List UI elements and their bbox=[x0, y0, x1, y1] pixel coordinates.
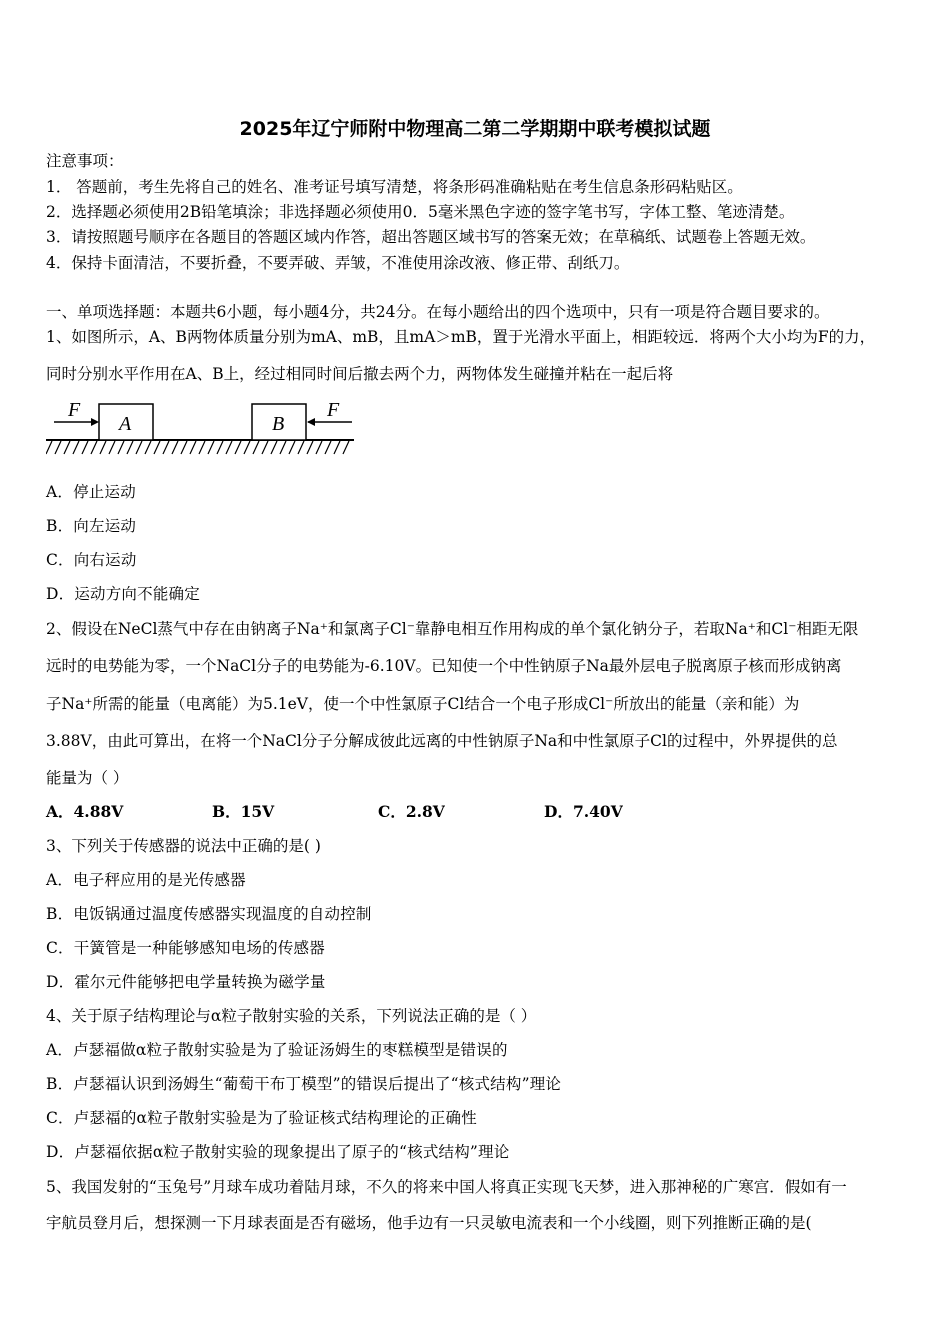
q2-stem-line: 3.88V，由此可算出，在将一个NaCl分子分解成彼此远离的中性钠原子Na和中性氯原子Cl的过程中，外界提供的总 bbox=[46, 732, 838, 750]
q2-option[interactable]: D．7.40V bbox=[544, 802, 623, 821]
q5-stem-line: 宇航员登月后，想探测一下月球表面是否有磁场，他手边有一只灵敏电流表和一个小线圈，则下列推断正确的是( bbox=[46, 1214, 812, 1232]
ground-hatch-line bbox=[82, 441, 88, 454]
q5-stem-line: 5、我国发射的“玉兔号”月球车成功着陆月球，不久的将来中国人将真正实现飞天梦，进入那神秘的广寒宫．假如有一 bbox=[46, 1178, 847, 1196]
block-a-label: A bbox=[119, 413, 132, 435]
q4-stem: 4、关于原子结构理论与α粒子散射实验的关系，下列说法正确的是（ ） bbox=[46, 1007, 537, 1025]
q4-option[interactable]: D．卢瑟福依据α粒子散射实验的现象提出了原子的“核式结构”理论 bbox=[46, 1143, 510, 1161]
ground-hatch-line bbox=[73, 441, 79, 454]
q2-stem-line: 能量为（ ） bbox=[46, 769, 129, 787]
ground-hatch-line bbox=[181, 441, 187, 454]
q2-option[interactable]: B．15V bbox=[212, 802, 275, 821]
q1-option[interactable]: C．向右运动 bbox=[46, 551, 137, 569]
ground-hatch-line bbox=[235, 441, 241, 454]
note-item: 4．保持卡面清洁，不要折叠，不要弄破、弄皱，不准使用涂改液、修正带、刮纸刀。 bbox=[46, 254, 630, 272]
q2-stem-line: 2、假设在NeCl蒸气中存在由钠离子Na⁺和氯离子Cl⁻靠静电相互作用构成的单个氯化钠分子，若取Na⁺和Cl⁻相距无限 bbox=[46, 620, 859, 638]
note-item: 3．请按照题号顺序在各题目的答题区域内作答，超出答题区域书写的答案无效；在草稿纸、试题卷上答题无效。 bbox=[46, 228, 816, 246]
q4-option[interactable]: A．卢瑟福做α粒子散射实验是为了验证汤姆生的枣糕模型是错误的 bbox=[46, 1041, 508, 1059]
q1-stem-line: 同时分别水平作用在A、B上，经过相同时间后撤去两个力，两物体发生碰撞并粘在一起后将 bbox=[46, 365, 674, 383]
ground-hatch-line bbox=[154, 441, 160, 454]
ground-hatch-line bbox=[280, 441, 286, 454]
q4-option[interactable]: C．卢瑟福的α粒子散射实验是为了验证核式结构理论的正确性 bbox=[46, 1109, 477, 1127]
ground-hatch-line bbox=[253, 441, 259, 454]
ground-hatch-line bbox=[226, 441, 232, 454]
ground-hatch-line bbox=[91, 441, 97, 454]
force-label: F bbox=[68, 399, 81, 421]
q1-stem-line: 1、如图所示，A、B两物体质量分别为mA、mB，且mA＞mB，置于光滑水平面上，相距较远．将两个大小均为F的力， bbox=[46, 328, 876, 346]
ground-hatch-line bbox=[325, 441, 331, 454]
ground-hatch-line bbox=[316, 441, 322, 454]
q3-option[interactable]: B．电饭锅通过温度传感器实现温度的自动控制 bbox=[46, 905, 372, 923]
q4-option[interactable]: B．卢瑟福认识到汤姆生“葡萄干布丁模型”的错误后提出了“核式结构”理论 bbox=[46, 1075, 562, 1093]
ground-hatch-line bbox=[145, 441, 151, 454]
section-heading: 一、单项选择题：本题共6小题，每小题4分，共24分。在每小题给出的四个选项中，只有一项是符合题目要求的。 bbox=[46, 303, 830, 321]
ground-hatch-line bbox=[307, 441, 313, 454]
ground-hatch-line bbox=[100, 441, 106, 454]
ground-hatch-line bbox=[64, 441, 70, 454]
note-item: 1． 答题前，考生先将自己的姓名、准考证号填写清楚，将条形码准确粘贴在考生信息条形码粘贴区。 bbox=[46, 178, 743, 196]
q2-stem-line: 子Na⁺所需的能量（电离能）为5.1eV，使一个中性氯原子Cl结合一个电子形成Cl⁻所放出的能量（亲和能）为 bbox=[46, 695, 800, 713]
ground-hatch-line bbox=[334, 441, 340, 454]
ground-hatch-line bbox=[46, 441, 52, 454]
q2-option[interactable]: C．2.8V bbox=[378, 802, 445, 821]
notes-heading: 注意事项： bbox=[46, 152, 124, 170]
q1-option[interactable]: A．停止运动 bbox=[46, 483, 136, 501]
ground-hatch-line bbox=[289, 441, 295, 454]
ground-hatch-line bbox=[298, 441, 304, 454]
q1-option[interactable]: B．向左运动 bbox=[46, 517, 137, 535]
q1-figure-blocks bbox=[46, 396, 356, 458]
ground-hatch-line bbox=[244, 441, 250, 454]
block-b-label: B bbox=[272, 413, 285, 435]
ground-hatch-line bbox=[208, 441, 214, 454]
ground-hatch-line bbox=[190, 441, 196, 454]
q3-option[interactable]: D．霍尔元件能够把电学量转换为磁学量 bbox=[46, 973, 326, 991]
ground-hatch-line bbox=[271, 441, 277, 454]
ground-hatch-line bbox=[163, 441, 169, 454]
q2-options bbox=[46, 802, 710, 822]
ground-hatch-line bbox=[127, 441, 133, 454]
note-item: 2．选择题必须使用2B铅笔填涂；非选择题必须使用0．5毫米黑色字迹的签字笔书写，字体工整、笔迹清楚。 bbox=[46, 203, 795, 221]
ground-hatch-line bbox=[199, 441, 205, 454]
q3-option[interactable]: C．干簧管是一种能够感知电场的传感器 bbox=[46, 939, 325, 957]
ground-hatch-line bbox=[343, 441, 349, 454]
ground-hatch-line bbox=[118, 441, 124, 454]
q2-option[interactable]: A．4.88V bbox=[46, 802, 124, 821]
q1-option[interactable]: D．运动方向不能确定 bbox=[46, 585, 200, 603]
force-label: F bbox=[327, 399, 340, 421]
ground-hatch-line bbox=[262, 441, 268, 454]
q3-stem: 3、下列关于传感器的说法中正确的是( ) bbox=[46, 837, 321, 855]
q3-option[interactable]: A．电子秤应用的是光传感器 bbox=[46, 871, 246, 889]
ground-hatch-line bbox=[172, 441, 178, 454]
ground-hatch-line bbox=[217, 441, 223, 454]
ground-hatch-line bbox=[136, 441, 142, 454]
q2-stem-line: 远时的电势能为零，一个NaCl分子的电势能为-6.10V。已知使一个中性钠原子Na最外层电子脱离原子核而形成钠离 bbox=[46, 657, 842, 675]
ground-hatch-line bbox=[55, 441, 61, 454]
page-title: 2025年辽宁师附中物理高二第二学期期中联考模拟试题 bbox=[239, 118, 711, 140]
ground-hatch-line bbox=[109, 441, 115, 454]
